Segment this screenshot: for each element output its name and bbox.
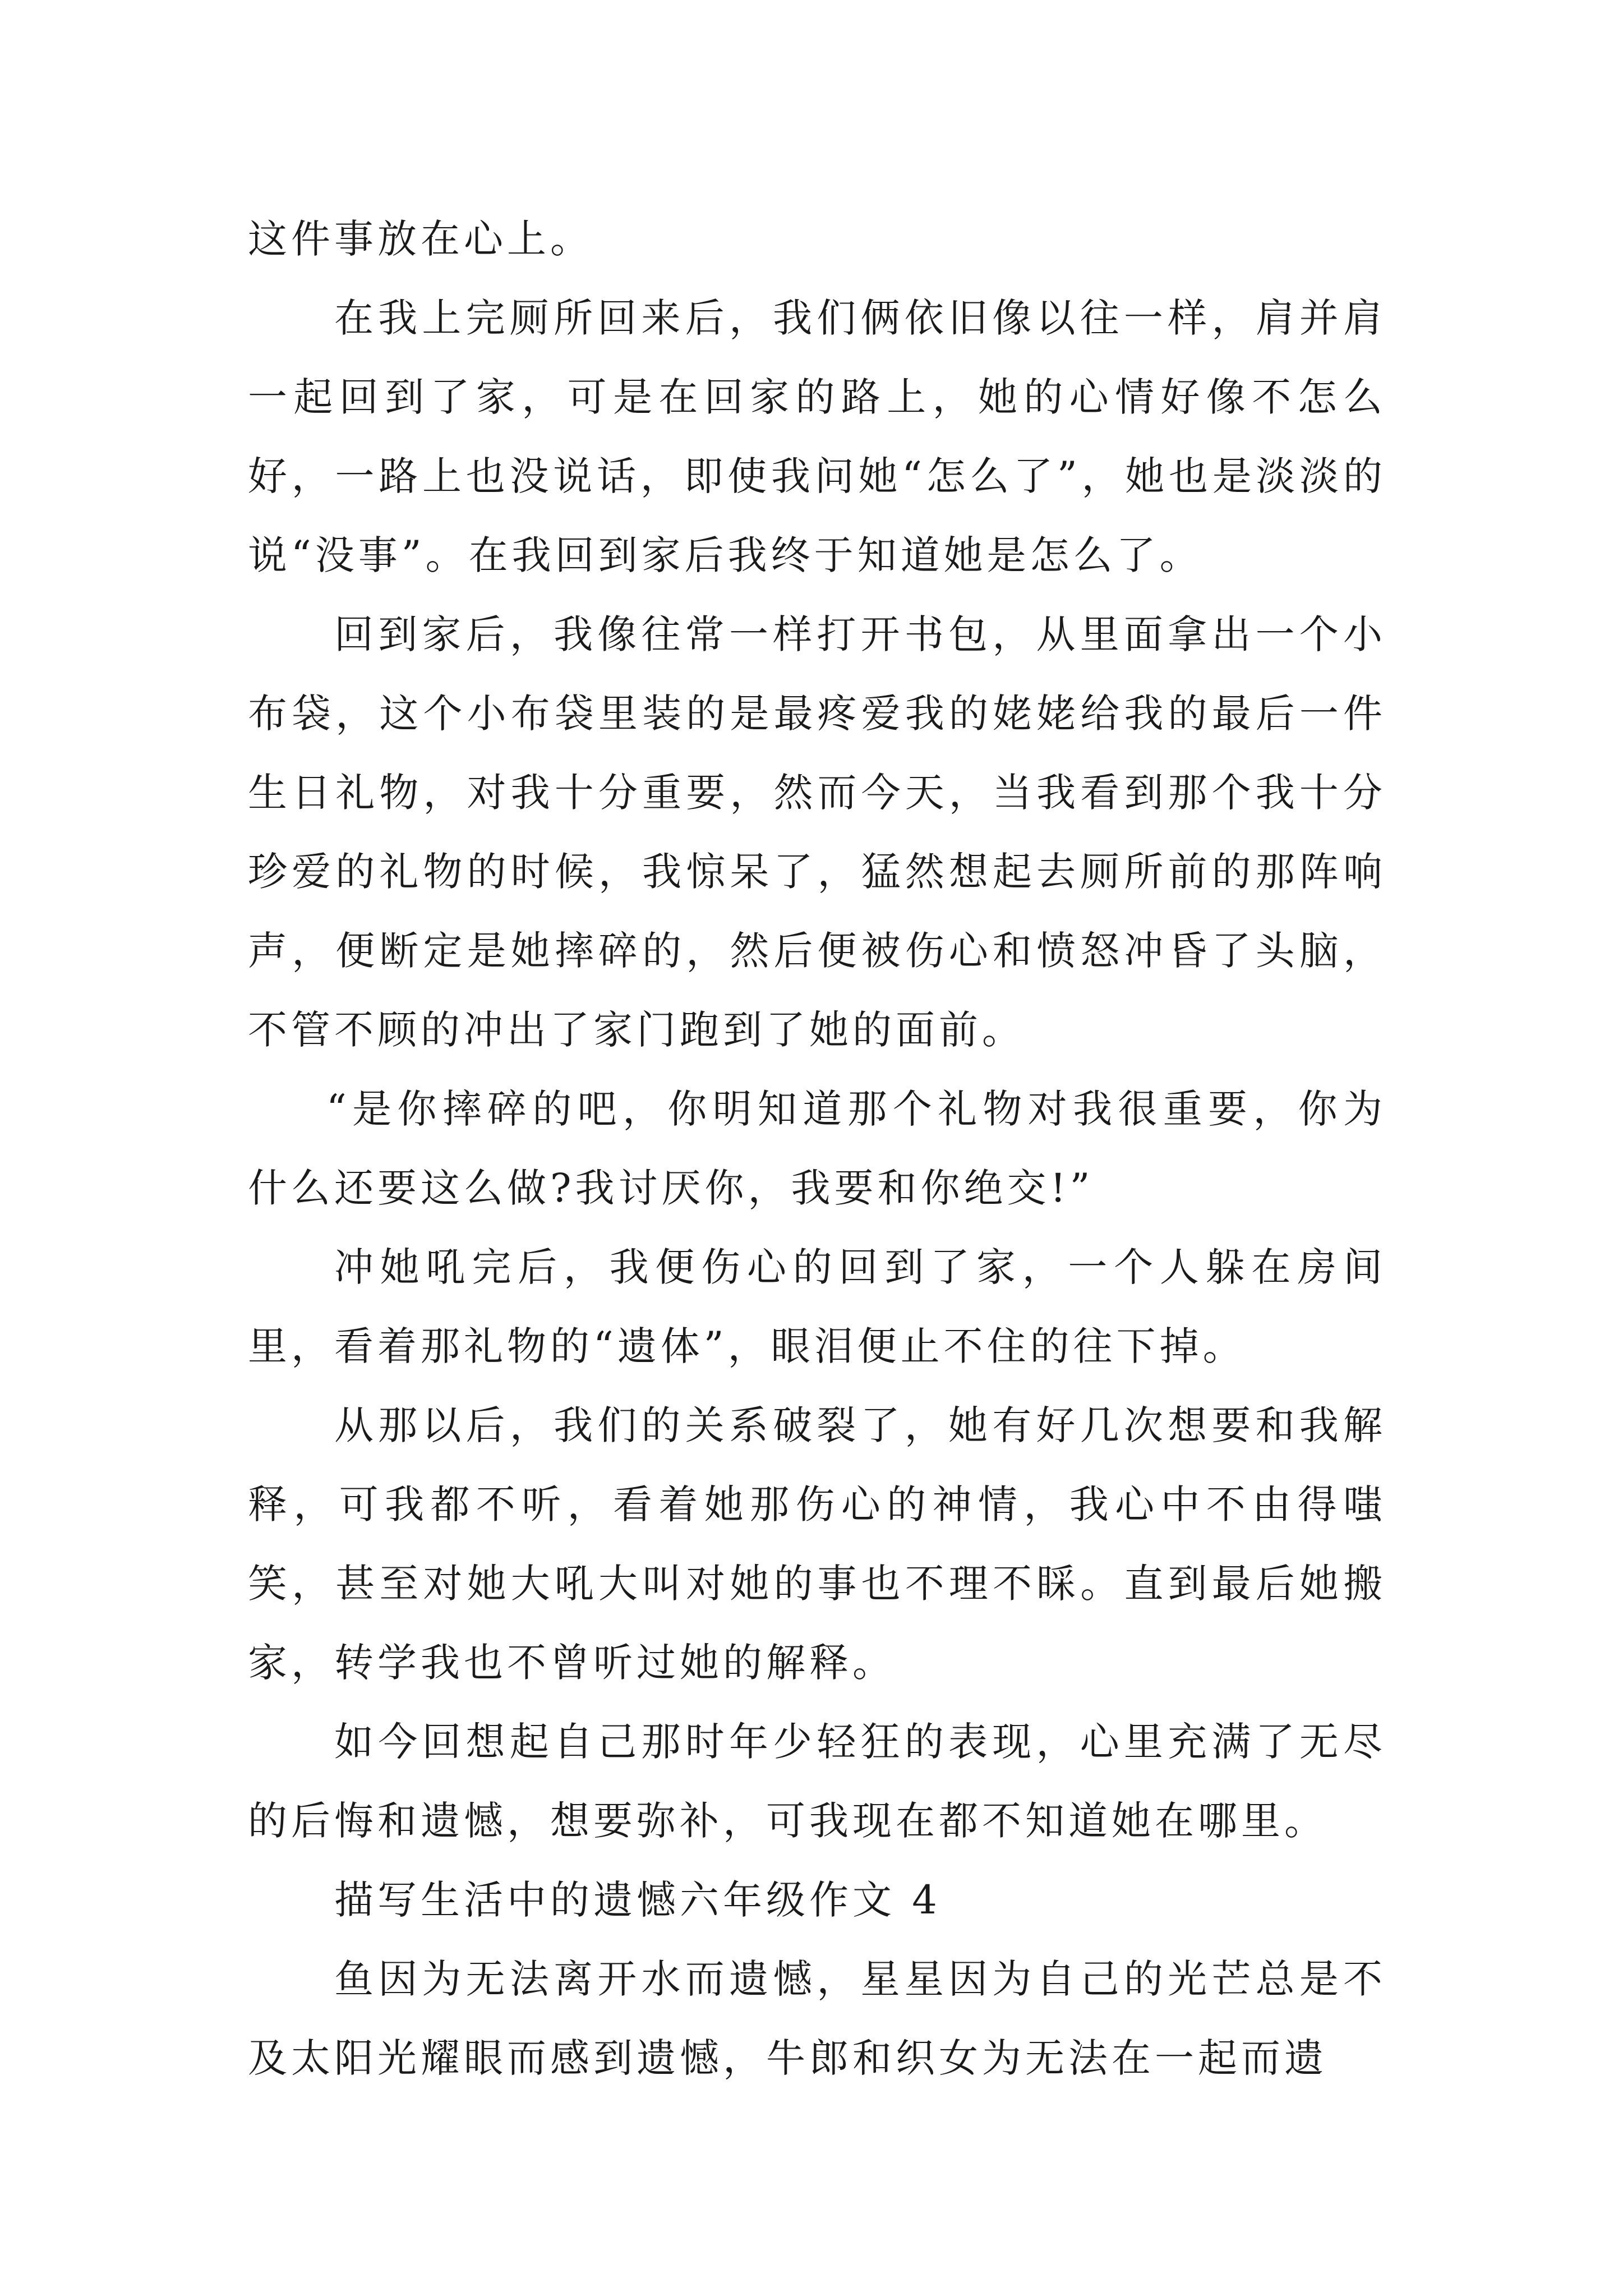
- paragraph-6: 从那以后，我们的关系破裂了，她有好几次想要和我解释，可我都不听，看着她那伤心的神情，我心中不由得嗤笑，甚至对她大吼大叫对她的事也不理不睬。直到最后她搬家，转学我也不曾听过她的解释。: [248, 1402, 1386, 1686]
- paragraph-9: 鱼因为无法离开水而遗憾，星星因为自己的光芒总是不及太阳光耀眼而感到遗憾，牛郎和织女为无法在一起而遗: [248, 1956, 1386, 2081]
- paragraph-2: 在我上完厕所回来后，我们俩依旧像以往一样，肩并肩一起回到了家，可是在回家的路上，她的心情好像不怎么好，一路上也没说话，即使我问她“怎么了”，她也是淡淡的说“没事”。在我回到家后我终于知道她是怎么了。: [248, 295, 1386, 578]
- paragraph-3: 回到家后，我像往常一样打开书包，从里面拿出一个小布袋，这个小布袋里装的是最疼爱我的姥姥给我的最后一件生日礼物，对我十分重要，然而今天，当我看到那个我十分珍爱的礼物的时候，我惊呆了，猛然想起去厕所前的那阵响声，便断定是她摔碎的，然后便被伤心和愤怒冲昏了头脑，不管不顾的冲出了家门跑到了她的面前。: [248, 611, 1386, 1053]
- section-heading: 描写生活中的遗憾六年级作文 4: [334, 1877, 941, 1923]
- paragraph-5: 冲她吼完后，我便伤心的回到了家，一个人躲在房间里，看着那礼物的“遗体”，眼泪便止不住的往下掉。: [248, 1244, 1386, 1369]
- paragraph-7: 如今回想起自己那时年少轻狂的表现，心里充满了无尽的后悔和遗憾，想要弥补，可我现在都不知道她在哪里。: [248, 1719, 1386, 1844]
- document-body: [248, 200, 1386, 2098]
- paragraph-4-quote: “是你摔碎的吧，你明知道那个礼物对我很重要，你为什么还要这么做?我讨厌你，我要和你绝交!”: [248, 1086, 1386, 1211]
- paragraph-1: 这件事放在心上。: [248, 216, 593, 262]
